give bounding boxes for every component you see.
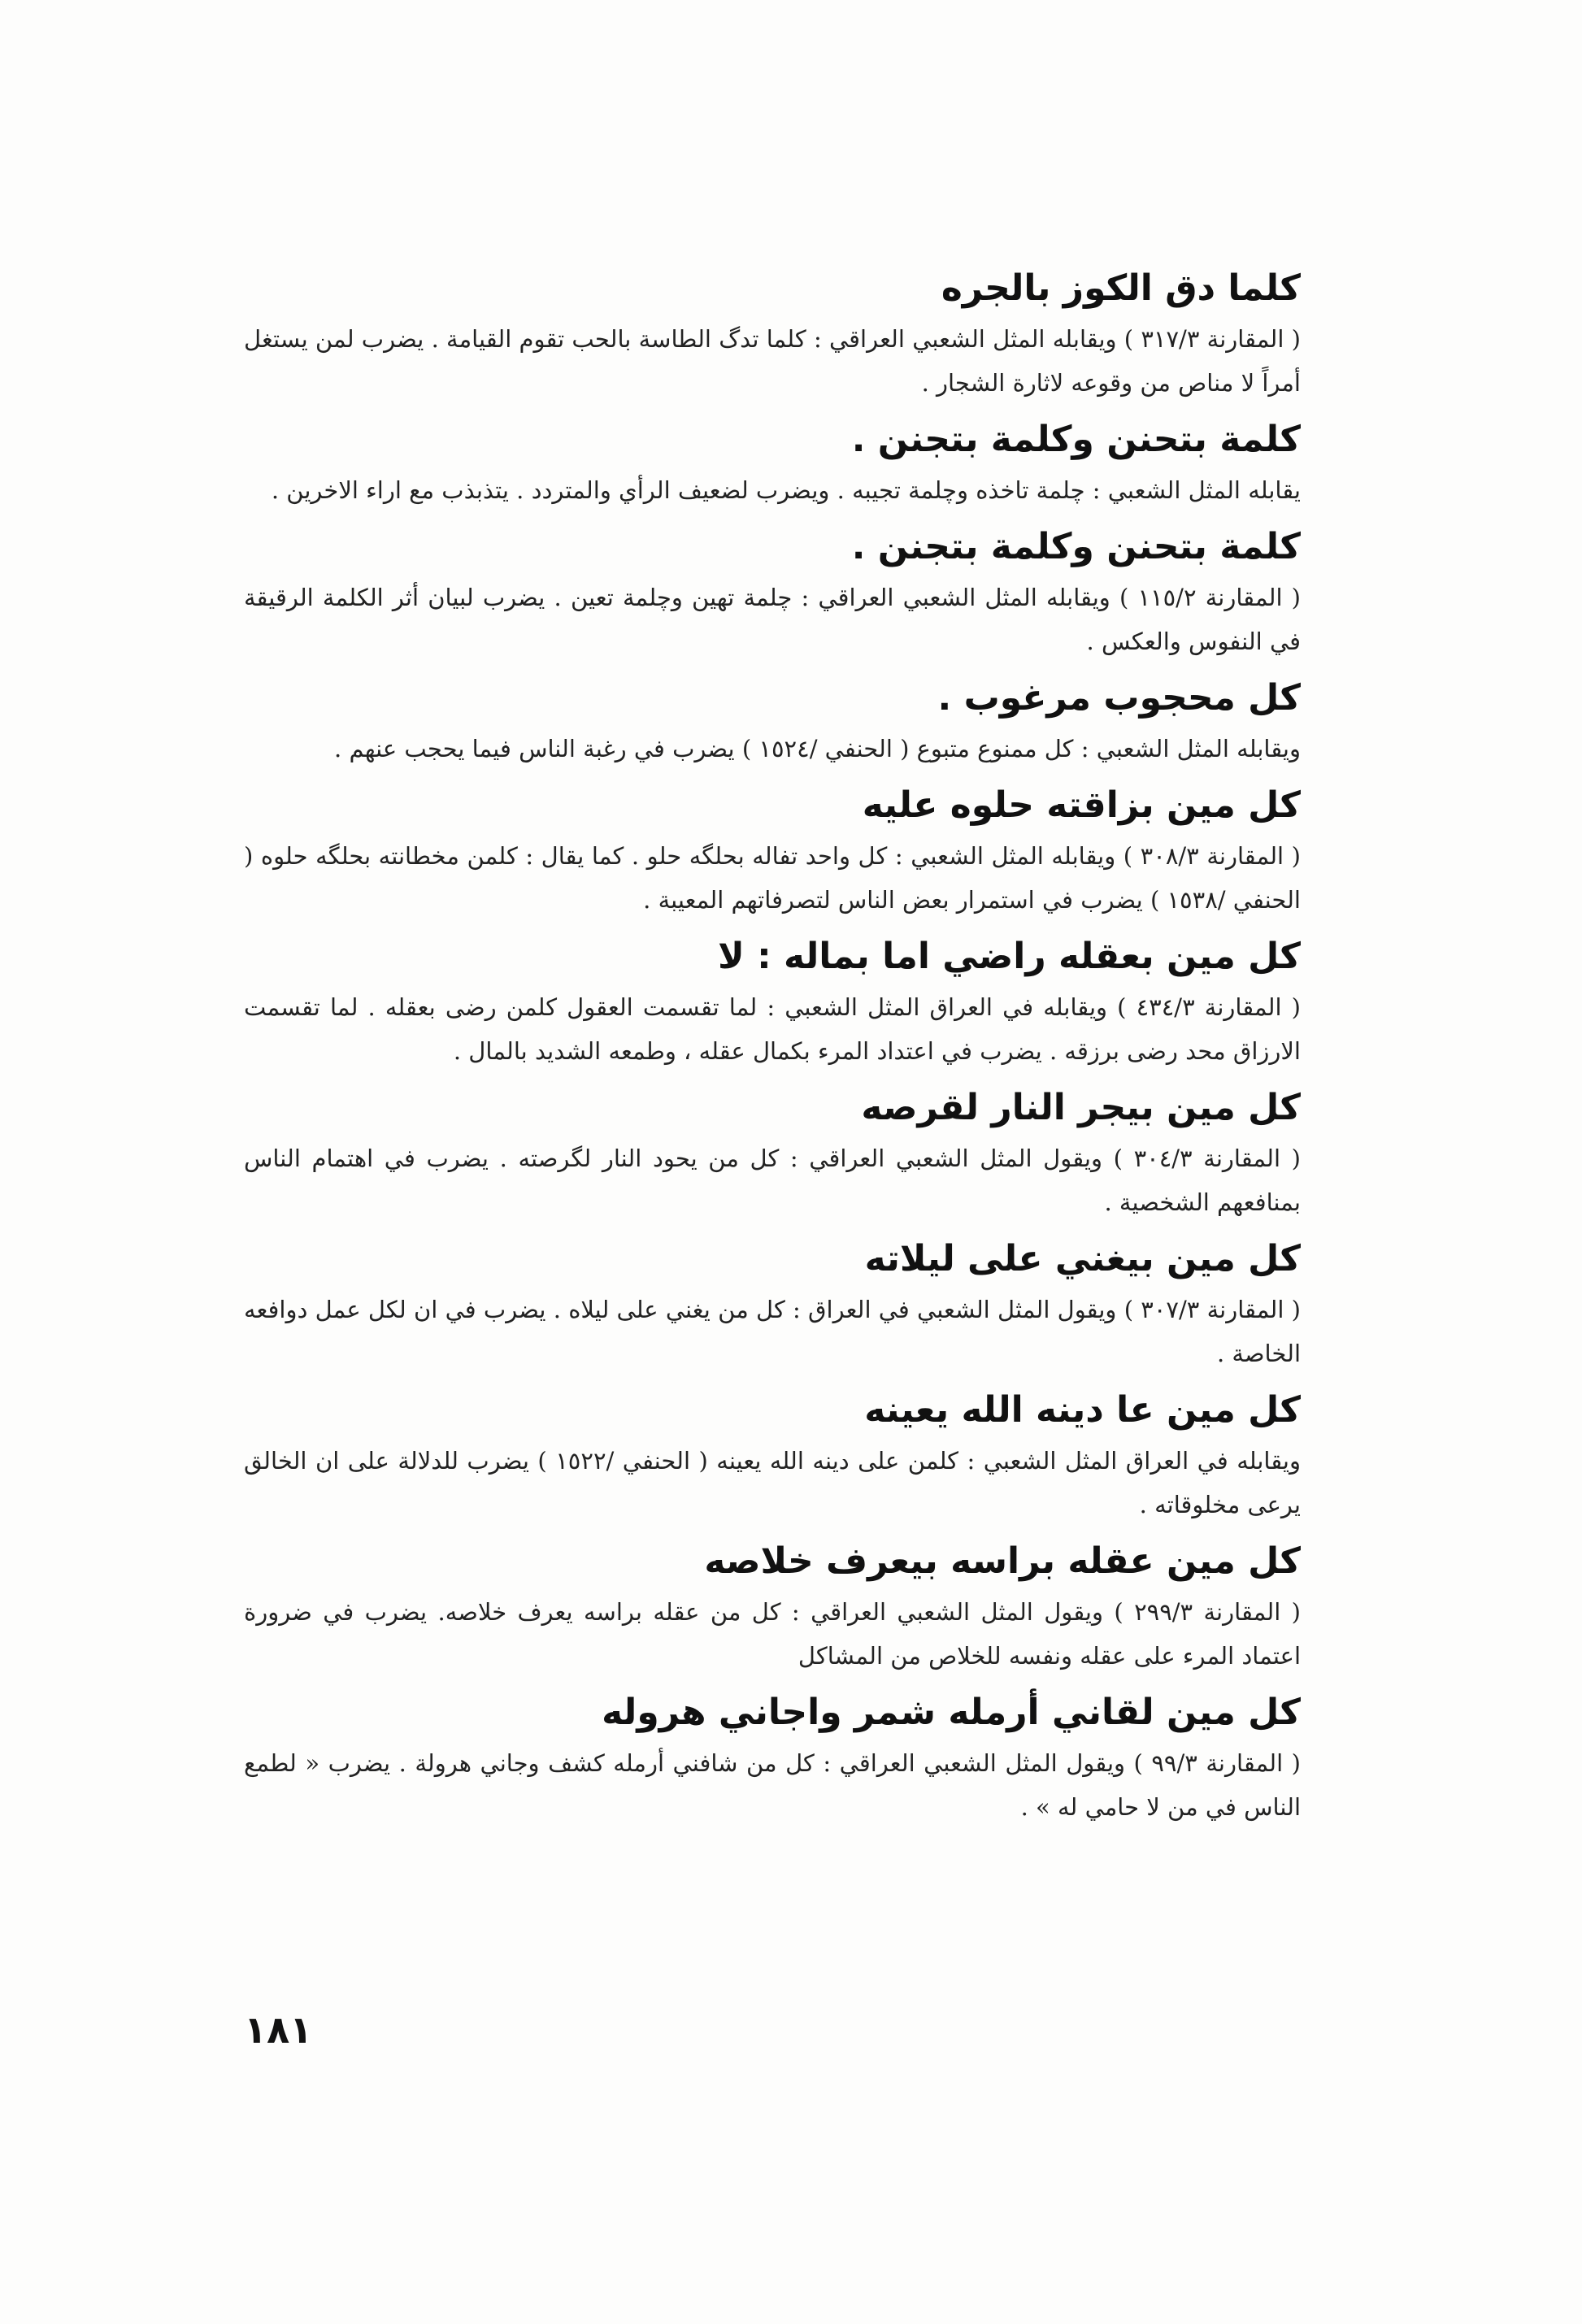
proverb-title: كل مين بعقله راضي اما بماله : لا (718, 936, 1301, 977)
proverb-entry (244, 1382, 1301, 1527)
proverb-explanation: ( المقارنة ٣١٧/٣ ) ويقابله المثل الشعبي العراقي : كلما تدگ الطاسة بالحب تقوم القيامة . يضرب لمن يستغل أمراً لا مناص من وقوعه لاثارة الشجار . (244, 325, 1301, 397)
proverb-entry (244, 1533, 1301, 1678)
proverb-explanation: ( المقارنة ٤٣٤/٣ ) ويقابله في العراق المثل الشعبي : لما تقسمت العقول كلمن رضى بعقله . لما تقسمت الارزاق محد رضى برزقه . يضرب في اعتداد المرء بكمال عقله ، وطمعه الشديد بالمال . (244, 993, 1301, 1065)
proverb-title: كل محجوب مرغوب . (937, 677, 1301, 719)
proverb-entry (244, 1231, 1301, 1375)
proverb-entry (244, 777, 1301, 922)
proverb-title: كل مين بزاقته حلوه عليه (862, 784, 1301, 826)
proverb-explanation: ( المقارنة ٣٠٤/٣ ) ويقول المثل الشعبي العراقي : كل من يحود النار لگرصته . يضرب في اهتمام الناس بمنافعهم الشخصية . (244, 1145, 1301, 1216)
proverb-explanation: ويقابله في العراق المثل الشعبي : كلمن على دينه الله يعينه ( الحنفي /١٥٢٢ ) يضرب للدلالة على ان الخالق يرعى مخلوقاته . (244, 1447, 1301, 1518)
proverb-title: كل مين بيجر النار لقرصه (861, 1087, 1301, 1128)
proverb-explanation: ( المقارنة ٢٩٩/٣ ) ويقول المثل الشعبي العراقي : كل من عقله براسه يعرف خلاصه. يضرب في ضرورة اعتماد المرء على عقله ونفسه للخلاص من المشاكل (244, 1598, 1301, 1670)
proverb-entry (244, 1079, 1301, 1224)
page-number: ١٨١ (244, 2008, 313, 2052)
proverb-explanation: ( المقارنة ١١٥/٢ ) ويقابله المثل الشعبي العراقي : چلمة تهين وچلمة تعين . يضرب لبيان أثر الكلمة الرقيقة في النفوس والعكس . (244, 584, 1301, 655)
proverb-title: كلمة بتحنن وكلمة بتجنن . (851, 526, 1301, 567)
page-content (244, 260, 1301, 1835)
proverb-entry (244, 411, 1301, 512)
proverb-entry (244, 670, 1301, 771)
proverb-entry (244, 519, 1301, 663)
proverb-title: كل مين عقله براسه بيعرف خلاصه (704, 1540, 1301, 1582)
proverb-entry (244, 260, 1301, 405)
proverb-entry (244, 1684, 1301, 1829)
proverb-title: كلما دق الكوز بالجره (941, 267, 1301, 309)
proverb-explanation: ( المقارنة ٣٠٧/٣ ) ويقول المثل الشعبي في العراق : كل من يغني على ليلاه . يضرب في ان لكل عمل دوافعه الخاصة . (244, 1296, 1301, 1367)
proverb-entry (244, 928, 1301, 1073)
proverb-title: كل مين عا دينه الله يعينه (864, 1389, 1301, 1431)
proverb-explanation: ويقابله المثل الشعبي : كل ممنوع متبوع ( الحنفي /١٥٢٤ ) يضرب في رغبة الناس فيما يحجب عنهم . (334, 735, 1301, 762)
proverb-explanation: ( المقارنة ٣٠٨/٣ ) ويقابله المثل الشعبي : كل واحد تفاله بحلگه حلو . كما يقال : كلمن مخطانته بحلگه حلوه ( الحنفي /١٥٣٨ ) يضرب في استمرار بعض الناس لتصرفاتهم المعيبة . (244, 842, 1301, 914)
proverb-explanation: يقابله المثل الشعبي : چلمة تاخذه وچلمة تجيبه . ويضرب لضعيف الرأي والمتردد . يتذبذب مع اراء الاخرين . (271, 476, 1301, 504)
proverb-title: كلمة بتحنن وكلمة بتجنن . (851, 419, 1301, 460)
proverb-title: كل مين لقاني أرمله شمر واجاني هروله (602, 1692, 1301, 1733)
proverb-explanation: ( المقارنة ٩٩/٣ ) ويقول المثل الشعبي العراقي : كل من شافني أرمله كشف وجاني هرولة . يضرب « لطمع الناس في من لا حامي له » . (244, 1749, 1301, 1821)
proverb-title: كل مين بيغني على ليلاته (864, 1238, 1301, 1279)
